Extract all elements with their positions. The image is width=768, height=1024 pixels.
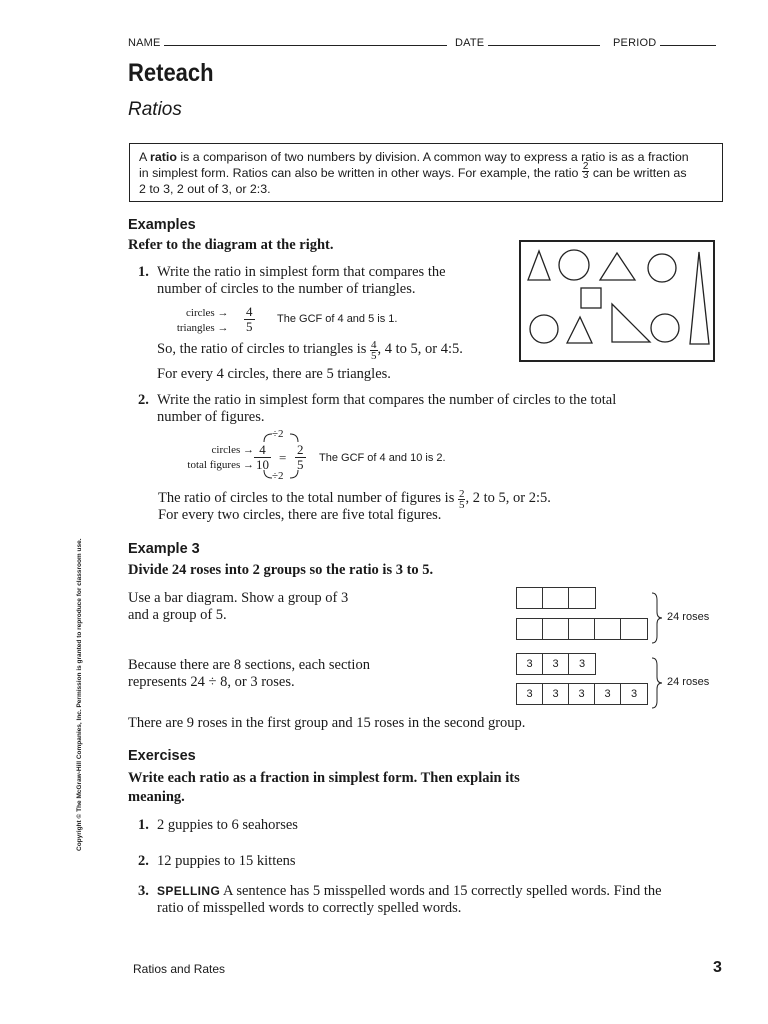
definition-text: in simplest form. Ratios can also be written in other ways. For example, the ratio [139,166,579,180]
definition-text: 2 to 3, 2 out of 3, or 2:3. [139,182,271,196]
definition-text: A [139,150,147,164]
bar-cell [569,588,595,608]
bar-cell: 3 [517,654,543,674]
circle-shape [559,250,589,280]
bar-cell [569,619,595,639]
name-line [164,35,447,46]
bar-group-3-filled [516,653,596,675]
example3-instruction: Divide 24 roses into 2 groups so the ratio is 3 to 5. [128,562,434,578]
spelling-tag: SPELLING [157,884,221,898]
bar-cell: 3 [569,684,595,704]
square-shape [581,288,601,308]
bar-label-bottom: 24 roses [667,676,710,688]
circle-shape [651,314,679,342]
ex2-div-top: ÷2 [272,428,284,440]
bar-group-3-empty [516,587,596,609]
bar-cell: 3 [578,658,586,670]
ex2-simplified-fraction: $\frac{2}{5}$ [297,442,304,472]
examples-instruction: Refer to the diagram at the right. [128,237,334,253]
name-label: NAME [128,37,161,49]
definition-fraction: $\frac{2}{3}$ [582,161,589,182]
example-number: 1. [138,264,149,280]
example-1-text: Write the ratio in simplest form that compares the number of circles to the number of triangles. [157,264,446,297]
example3-step2: Because there are 8 sections, each section represents 24 ÷ 8, or 3 roses. [128,657,370,690]
triangle-shape [567,317,592,343]
example3-conclusion: There are 9 roses in the first group and 15 roses in the second group. [128,715,526,731]
ex2-fraction: $\frac{4}{10}$ [256,442,269,472]
bar-cell [543,588,569,608]
copyright-notice: Copyright © The McGraw-Hill Companies, Inc. Permission is granted to reproduce for classroom use. [76,538,83,851]
ex2-gcf-note: The GCF of 4 and 10 is 2. [319,452,446,464]
ex1-fraction: $\frac{4}{5}$ [246,304,253,334]
bar-cell [621,619,647,639]
examples-heading: Examples [128,217,196,233]
triangle-shape [528,251,550,280]
page-subtitle: Ratios [128,99,182,120]
bar-cell [517,619,543,639]
definition-box [129,143,723,202]
bar-cell [595,619,621,639]
date-line [488,35,600,46]
brace-bottom [650,657,666,709]
ex2-div-bottom: ÷2 [272,470,284,482]
circle-shape [648,254,676,282]
example-2-text: Write the ratio in simplest form that compares the number of circles to the total number of figures. [157,392,617,425]
example3-heading: Example 3 [128,541,200,557]
ex1-labels: circles → triangles → [176,307,229,334]
definition-text: can be written as [592,166,687,180]
bar-cell [517,588,543,608]
triangle-shape [690,252,709,344]
exercises-heading: Exercises [128,748,196,764]
example-number: 2. [138,392,149,408]
exercise-1: 1. [138,817,149,833]
definition-text: is a comparison of two numbers by division. A common way to express a ratio is as a fraction [180,150,689,164]
bar-cell: 3 [517,684,543,704]
example-1 [138,264,149,281]
ex2-meaning: For every two circles, there are five total figures. [158,507,442,523]
brace-top [650,592,666,644]
exercise-3-text: SPELLING A sentence has 5 misspelled words and 15 correctly spelled words. Find the ratio of misspelled words to correctly spelled words. [157,883,662,916]
bar-cell [543,619,569,639]
bar-cell: 3 [630,688,638,700]
shapes-diagram [519,240,715,362]
circle-shape [530,315,558,343]
exercises-instruction: Write each ratio as a fraction in simplest form. Then explain its meaning. [128,770,520,805]
footer-title: Ratios and Rates [133,962,226,976]
bar-cell: 3 [595,684,621,704]
name-field [128,35,447,49]
ex1-meaning: For every 4 circles, there are 5 triangles. [157,366,391,382]
diagram-border [520,241,714,361]
period-field [613,35,716,49]
definition-term: ratio [150,150,177,164]
bar-group-5-filled [516,683,648,705]
page-title: Reteach [128,59,214,87]
example-2 [138,392,149,409]
bar-group-5-empty [516,618,648,640]
ex2-labels: circles → total figures → [187,444,254,471]
ex1-gcf-note: The GCF of 4 and 5 is 1. [277,313,398,325]
period-line [660,35,716,46]
bar-cell: 3 [543,684,569,704]
exercise-1-text: 2 guppies to 6 seahorses [157,817,298,833]
example3-step1: Use a bar diagram. Show a group of 3 and a group of 5. [128,590,349,623]
date-label: DATE [455,37,485,49]
exercise-3: 3. [138,883,149,899]
triangle-shape [600,253,635,280]
bar-cell: 3 [543,654,569,674]
triangle-shape [612,304,650,342]
period-label: PERIOD [613,37,657,49]
ex1-result: So, the ratio of circles to triangles is $\frac{4}{5}$ , 4 to 5, or 4:5. [157,339,463,362]
exercise-2-text: 12 puppies to 15 kittens [157,853,296,869]
exercise-2: 2. [138,853,149,869]
date-field [455,35,600,49]
page-number: 3 [713,959,722,976]
ex2-result: The ratio of circles to the total number of figures is $\frac{2}{5}$ , 2 to 5, or 2:5. [158,488,551,511]
ex2-equals: = [279,450,287,465]
bar-label-top: 24 roses [667,611,710,623]
